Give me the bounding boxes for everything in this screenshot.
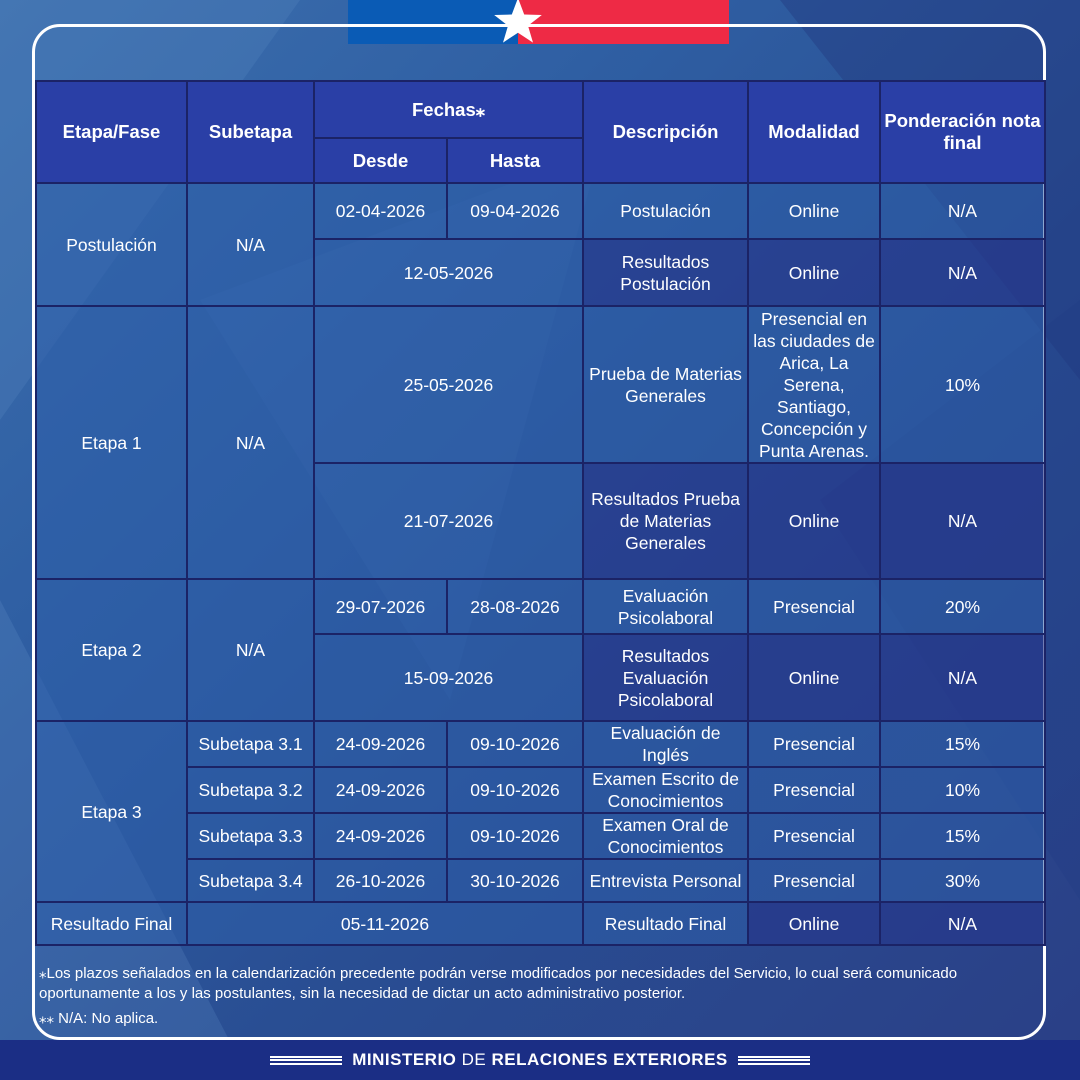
footnote-na-text: N/A: No aplica. xyxy=(54,1010,159,1027)
ministry-footer xyxy=(0,1040,1080,1080)
header-modalidad: Modalidad xyxy=(748,81,880,183)
table-row xyxy=(36,902,1045,945)
cell-descripcion: Prueba de Materias Generales xyxy=(583,306,748,463)
cell-modalidad: Presencial xyxy=(748,721,880,767)
cell-desde: 26-10-2026 xyxy=(314,859,447,902)
cell-ponderacion: N/A xyxy=(880,463,1045,579)
cell-ponderacion: 10% xyxy=(880,767,1045,813)
header-hasta: Hasta xyxy=(447,138,583,183)
cell-ponderacion: N/A xyxy=(880,634,1045,721)
cell-subetapa: N/A xyxy=(187,579,314,721)
cell-subetapa: Subetapa 3.4 xyxy=(187,859,314,902)
cell-fecha: 05-11-2026 xyxy=(187,902,583,945)
cell-subetapa: N/A xyxy=(187,183,314,306)
cell-subetapa: Subetapa 3.3 xyxy=(187,813,314,859)
table-row xyxy=(36,859,1045,902)
cell-etapa: Etapa 3 xyxy=(36,721,187,902)
cell-hasta: 30-10-2026 xyxy=(447,859,583,902)
cell-etapa: Resultado Final xyxy=(36,902,187,945)
cell-hasta: 28-08-2026 xyxy=(447,579,583,634)
cell-descripcion: Examen Escrito de Conocimientos xyxy=(583,767,748,813)
cell-descripcion: Entrevista Personal xyxy=(583,859,748,902)
cell-modalidad: Online xyxy=(748,902,880,945)
cell-descripcion: Resultados Evaluación Psicolaboral xyxy=(583,634,748,721)
cell-etapa: Postulación xyxy=(36,183,187,306)
cell-modalidad: Presencial xyxy=(748,767,880,813)
cell-modalidad: Online xyxy=(748,239,880,306)
cell-modalidad: Online xyxy=(748,463,880,579)
header-fechas-label: Fechas xyxy=(412,98,476,120)
cell-subetapa: Subetapa 3.2 xyxy=(187,767,314,813)
cell-desde: 24-09-2026 xyxy=(314,813,447,859)
cell-desde: 02-04-2026 xyxy=(314,183,447,239)
cell-descripcion: Evaluación Psicolaboral xyxy=(583,579,748,634)
ministry-name-part2: DE xyxy=(461,1050,492,1069)
cell-subetapa: N/A xyxy=(187,306,314,579)
footnote-na xyxy=(39,1009,1039,1029)
cell-desde: 24-09-2026 xyxy=(314,721,447,767)
cell-descripcion: Resultado Final xyxy=(583,902,748,945)
cell-descripcion: Examen Oral de Conocimientos xyxy=(583,813,748,859)
cell-fecha: 21-07-2026 xyxy=(314,463,583,579)
cell-fecha: 25-05-2026 xyxy=(314,306,583,463)
table-row xyxy=(36,721,1045,767)
cell-descripcion: Resultados Prueba de Materias Generales xyxy=(583,463,748,579)
cell-ponderacion: N/A xyxy=(880,183,1045,239)
cell-modalidad: Presencial xyxy=(748,579,880,634)
double-asterisk: ⁎⁎ xyxy=(39,1010,54,1027)
header-subetapa: Subetapa xyxy=(187,81,314,183)
cell-modalidad: Presencial en las ciudades de Arica, La Serena, Santiago, Concepción y Punta Arenas. xyxy=(748,306,880,463)
cell-ponderacion: N/A xyxy=(880,902,1045,945)
schedule-table xyxy=(35,80,1046,946)
cell-subetapa: Subetapa 3.1 xyxy=(187,721,314,767)
cell-descripcion: Resultados Postulación xyxy=(583,239,748,306)
header-fechas xyxy=(314,81,583,138)
cell-hasta: 09-04-2026 xyxy=(447,183,583,239)
table-row xyxy=(36,306,1045,463)
header-etapa: Etapa/Fase xyxy=(36,81,187,183)
ministry-name-part3: RELACIONES EXTERIORES xyxy=(491,1050,728,1069)
header-descripcion: Descripción xyxy=(583,81,748,183)
header-desde: Desde xyxy=(314,138,447,183)
cell-hasta: 09-10-2026 xyxy=(447,813,583,859)
ministry-name-part1: MINISTERIO xyxy=(352,1050,462,1069)
cell-descripcion: Postulación xyxy=(583,183,748,239)
footer-lines-right xyxy=(738,1056,810,1065)
cell-ponderacion: N/A xyxy=(880,239,1045,306)
cell-descripcion: Evaluación de Inglés xyxy=(583,721,748,767)
cell-hasta: 09-10-2026 xyxy=(447,767,583,813)
cell-modalidad: Online xyxy=(748,634,880,721)
cell-ponderacion: 20% xyxy=(880,579,1045,634)
cell-desde: 24-09-2026 xyxy=(314,767,447,813)
cell-ponderacion: 15% xyxy=(880,813,1045,859)
cell-ponderacion: 15% xyxy=(880,721,1045,767)
header-ponderacion: Ponderación nota final xyxy=(880,81,1045,183)
asterisk-mark: ⁎ xyxy=(475,98,486,120)
cell-fecha: 12-05-2026 xyxy=(314,239,583,306)
cell-modalidad: Online xyxy=(748,183,880,239)
table-row xyxy=(36,767,1045,813)
cell-etapa: Etapa 2 xyxy=(36,579,187,721)
ministry-name xyxy=(352,1050,728,1070)
cell-ponderacion: 30% xyxy=(880,859,1045,902)
cell-fecha: 15-09-2026 xyxy=(314,634,583,721)
table-row xyxy=(36,183,1045,239)
cell-etapa: Etapa 1 xyxy=(36,306,187,579)
cell-hasta: 09-10-2026 xyxy=(447,721,583,767)
cell-ponderacion: 10% xyxy=(880,306,1045,463)
footnote-dates: ⁎Los plazos señalados en la calendarización precedente podrán verse modificados por necesidades del Servicio, lo cual será comunicado oportunamente a los y las postulantes, sin la necesidad de dictar un acto administrativo posterior. xyxy=(39,965,958,1002)
footnotes xyxy=(39,964,1039,1034)
cell-desde: 29-07-2026 xyxy=(314,579,447,634)
cell-modalidad: Presencial xyxy=(748,859,880,902)
table-row xyxy=(36,579,1045,634)
table-row xyxy=(36,813,1045,859)
footer-lines-left xyxy=(270,1056,342,1065)
cell-modalidad: Presencial xyxy=(748,813,880,859)
